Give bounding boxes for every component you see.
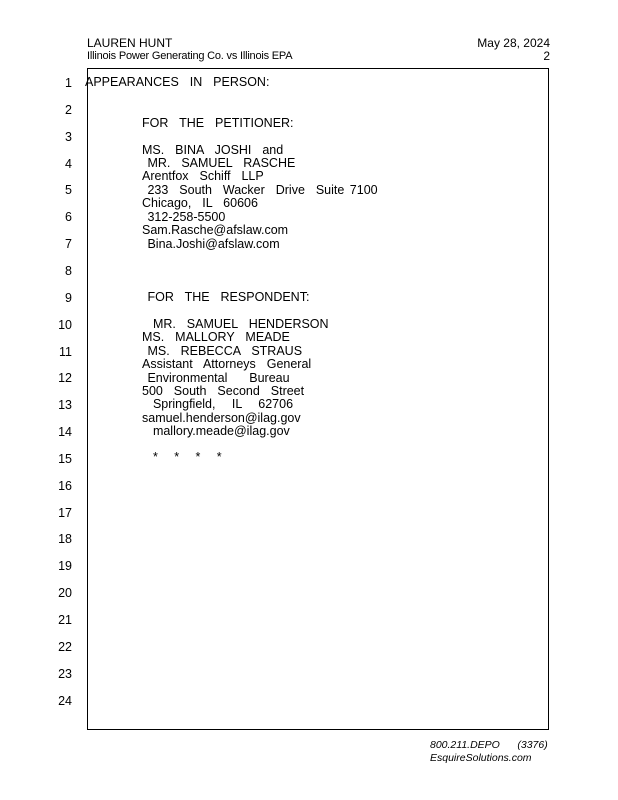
respondent-line: 500 South Second Street xyxy=(142,384,305,398)
respondent-line: MR. SAMUEL HENDERSON xyxy=(142,317,329,331)
respondent-line: Environmental Bureau xyxy=(142,371,290,385)
page-footer xyxy=(430,739,548,765)
petitioner-line: Bina.Joshi@afslaw.com xyxy=(142,237,280,251)
line-number: 6 xyxy=(65,210,72,225)
respondent-heading: FOR THE RESPONDENT: xyxy=(142,290,310,304)
page-header-right xyxy=(477,37,550,63)
line-number: 11 xyxy=(59,344,72,359)
respondent-line: samuel.henderson@ilag.gov xyxy=(142,411,301,425)
line-number: 12 xyxy=(58,371,72,386)
line-number: 14 xyxy=(58,425,72,440)
line-number: 24 xyxy=(58,693,72,708)
footer-phone: 800.211.DEPO (3376) xyxy=(430,739,548,751)
line-number: 4 xyxy=(65,156,72,171)
deposition-date: May 28, 2024 xyxy=(477,36,550,50)
respondent-line: mallory.meade@ilag.gov xyxy=(142,424,290,438)
page-number: 2 xyxy=(543,49,550,63)
page-header-left xyxy=(87,37,292,63)
line-number: 22 xyxy=(58,639,72,654)
petitioner-line: Chicago, IL 60606 xyxy=(142,196,258,210)
line-number: 1 xyxy=(65,76,72,90)
witness-name: LAUREN HUNT xyxy=(87,36,173,50)
respondent-line: Springfield, IL 62706 xyxy=(142,397,294,411)
line-number: 3 xyxy=(65,129,72,144)
petitioner-line: Arentfox Schiff LLP xyxy=(142,169,264,183)
line-number: 13 xyxy=(58,398,72,413)
line-number: 17 xyxy=(58,505,72,520)
line-number: 19 xyxy=(58,559,72,574)
line-number: 8 xyxy=(65,263,72,278)
line-number: 10 xyxy=(58,317,72,332)
line-number: 2 xyxy=(65,102,72,117)
case-caption: Illinois Power Generating Co. vs Illinois EPA xyxy=(87,50,293,62)
petitioner-line: 312-258-5500 xyxy=(142,210,226,224)
line-number: 7 xyxy=(65,237,72,252)
appearances-heading: APPEARANCES IN PERSON: xyxy=(85,75,270,89)
petitioner-heading: FOR THE PETITIONER: xyxy=(142,116,294,130)
line-number: 23 xyxy=(58,666,72,681)
line-number: 16 xyxy=(58,478,72,493)
respondent-line: Assistant Attorneys General xyxy=(142,357,312,371)
line-number: 5 xyxy=(65,183,72,198)
petitioner-line: MS. BINA JOSHI and xyxy=(142,143,284,157)
respondent-line: MS. REBECCA STRAUS xyxy=(142,344,303,358)
respondent-line: MS. MALLORY MEADE xyxy=(142,330,290,344)
footer-website: EsquireSolutions.com xyxy=(430,752,532,764)
line-number: 18 xyxy=(58,532,72,547)
line-number: 15 xyxy=(58,451,72,466)
line-number: 20 xyxy=(58,586,72,601)
line-number: 9 xyxy=(65,290,72,305)
petitioner-line: Sam.Rasche@afslaw.com xyxy=(142,223,289,237)
petitioner-line: MR. SAMUEL RASCHE xyxy=(142,156,296,170)
petitioner-line: 233 South Wacker Drive Suite 7100 xyxy=(142,183,378,197)
end-asterisks: * * * * xyxy=(142,450,222,464)
line-number: 21 xyxy=(58,613,72,627)
